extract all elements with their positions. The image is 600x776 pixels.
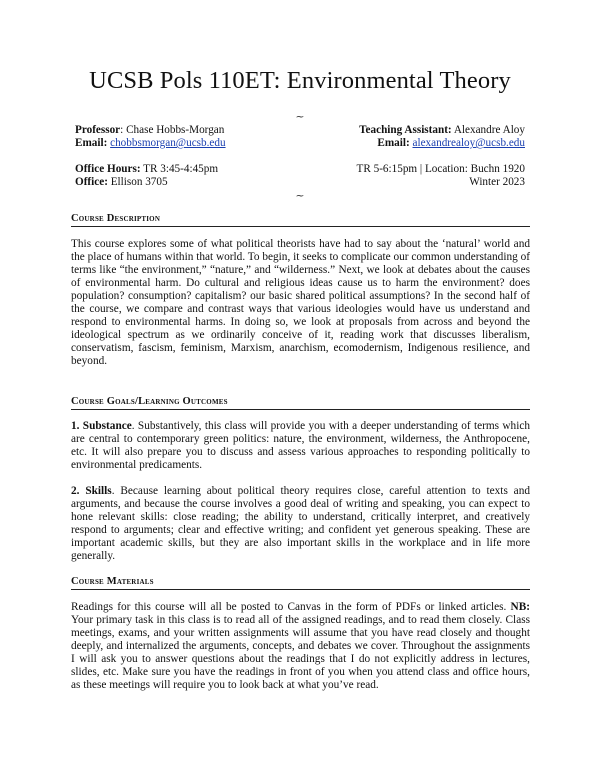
professor-email-label: Email: — [75, 137, 108, 149]
separator-top: ~ — [295, 110, 305, 123]
course-goals-heading: Course Goals/Learning Outcomes — [71, 395, 530, 410]
office-line — [75, 176, 168, 189]
ta-email-line — [377, 137, 525, 150]
goal-skills — [71, 485, 530, 563]
materials-intro: Readings for this course will all be posted to Canvas in the form of PDFs or linked articles. — [71, 601, 507, 613]
ta-name: Alexandre Aloy — [453, 124, 525, 136]
ta-email-link[interactable]: alexandrealoy@ucsb.edu — [412, 137, 525, 149]
ta-label: Teaching Assistant: — [359, 124, 452, 136]
term: Winter 2023 — [469, 176, 525, 188]
professor-label: Professor — [75, 124, 121, 136]
office-hours-value: TR 3:45-4:45pm — [143, 163, 219, 175]
page-title: UCSB Pols 110ET: Environmental Theory — [89, 67, 511, 94]
professor-email-line — [75, 137, 226, 150]
professor-email-link[interactable]: chobbsmorgan@ucsb.edu — [110, 137, 226, 149]
course-materials-heading: Course Materials — [71, 575, 530, 590]
ta-line — [359, 124, 525, 137]
ta-schedule: TR 5-6:15pm | Location: Buchn 1920 — [356, 163, 525, 175]
office-hours-label: Office Hours: — [75, 163, 141, 175]
office-hours-line — [75, 163, 218, 176]
course-description-text: This course explores some of what political theorists have had to say about the ‘natural’ world and the place of humans within that world. To begin, it seeks to complicate our common understanding of terms like “the environment,” “nature,” and “wilderness.” Next, we look at debates about the causes of environmental harm. Do cultural and religious ideas cause us to harm the environment? does population? consumption? capitalism? our basic shared political assumptions? In the second half of the course, we compare and contrast ways that various ideologies would have us understand and respond to environmental harms. In doing so, we look at proposals from across and beyond the ideological spectrum as we ordinarily conceive of it, reading work that discusses liberalism, conservatism, fascism, feminism, Marxism, anarchism, ecomodernism, Indigenous resilience, and beyond. — [71, 238, 530, 367]
goal-substance — [71, 420, 530, 472]
nb-label: NB: — [510, 601, 531, 613]
course-materials-text — [71, 601, 530, 692]
professor-name: Chase Hobbs-Morgan — [126, 124, 225, 136]
office-value: Ellison 3705 — [110, 176, 168, 188]
goal-substance-text: . Substantively, this class will provide you with a deeper understanding of terms which are central to contemporary green politics: nature, the environment, wilderness, the Anthropocene, etc. It will also prepare you to discuss and assess various approaches to responding politically to environmental predicaments. — [71, 420, 530, 471]
separator-bottom: ~ — [295, 189, 305, 202]
professor-line: Professor: Chase Hobbs-Morgan — [75, 124, 225, 136]
goal-skills-text: . Because learning about political theory requires close, careful attention to texts and arguments, and because the course involves a good deal of writing and speaking, you can expect to hone relevant skills: close reading; the ability to understand, critically interpret, and creatively respond to arguments; clear and effective writing; and confident yet generous speaking. These are important academic skills, but they are also important skills in the workplace and in life more generally. — [71, 485, 530, 562]
goal-skills-label: 2. Skills — [71, 485, 112, 497]
materials-body: Your primary task in this class is to read all of the assigned readings, and to read them closely. Class meetings, exams, and your written assignments will assume that you have read closely and thought deeply, and internalized the arguments, concepts, and debates we cover. Throughout the assignments I will ask you to answer questions about the readings that I do not explicitly address in lectures, slides, etc. Make sure you have the readings in front of you when you attend class and office hours, as these meetings will require you to look back at what you’ve read. — [71, 614, 530, 691]
ta-email-label: Email: — [377, 137, 410, 149]
goal-substance-label: 1. Substance — [71, 420, 132, 432]
course-description-heading: Course Description — [71, 212, 530, 227]
office-label: Office: — [75, 176, 108, 188]
